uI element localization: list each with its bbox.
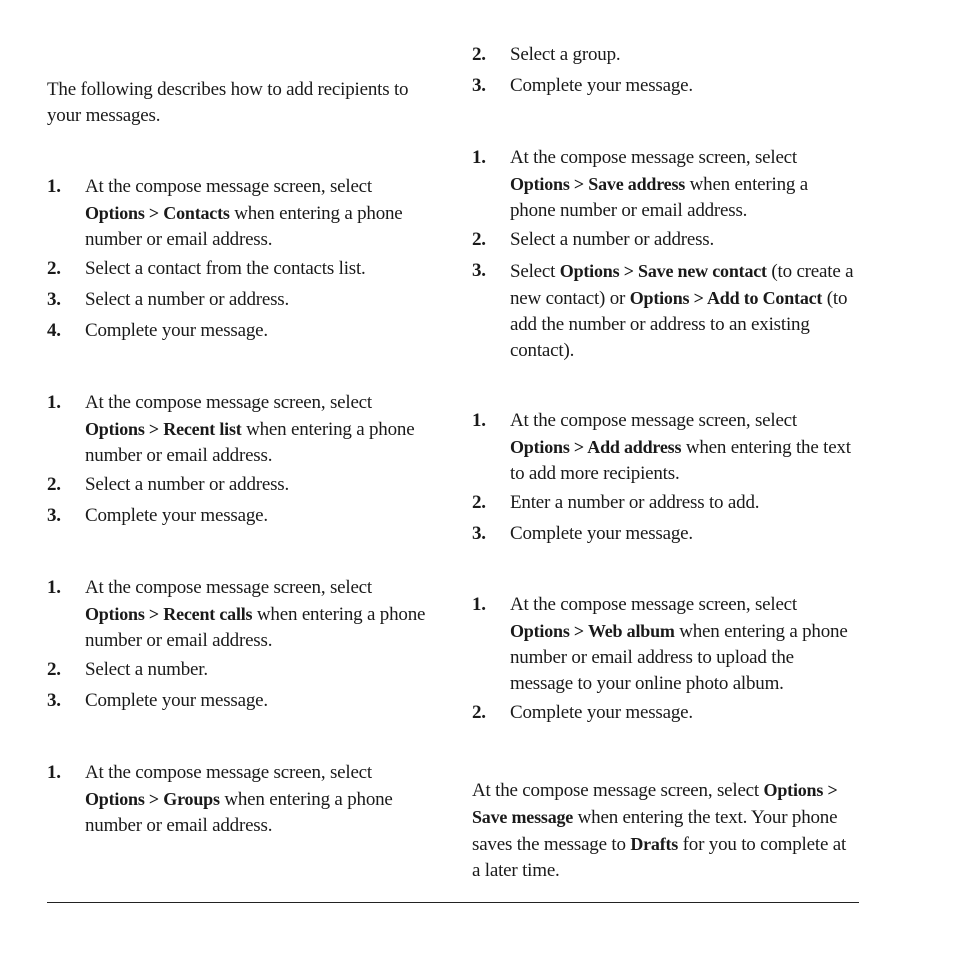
step-number: 2. [47,474,61,495]
menu-path: Options > Recent calls [85,604,253,624]
step-number: 3. [472,523,486,544]
menu-path: Options > Groups [85,789,220,809]
intro-paragraph: The following describes how to add recipients to your messages. [47,79,409,126]
step-number: 2. [472,229,486,250]
step-number: 1. [47,176,61,197]
step-text: Select a number. [85,659,208,680]
step-text: Select a contact from the contacts list. [85,258,366,279]
step-text: Complete your message. [85,690,268,711]
menu-path: Options > Save new contact [559,261,767,281]
step-number: 3. [47,690,61,711]
step-text: At the compose message screen, select Options > Web album when entering a phone number or email address to upload the message to your online photo album. [510,594,848,694]
step-number: 2. [472,44,486,65]
step-text: At the compose message screen, select Options > Contacts when entering a phone number or email address. [85,176,403,250]
step-text: Complete your message. [510,523,693,544]
step-number: 2. [47,659,61,680]
step-text: Complete your message. [85,320,268,341]
step-number: 1. [47,577,61,598]
step-text: At the compose message screen, select Options > Recent calls when entering a phone number or email address. [85,577,426,651]
menu-path: Options > Web album [510,621,675,641]
step-text: At the compose message screen, select Options > Groups when entering a phone number or email address. [85,762,393,836]
step-text: Complete your message. [510,75,693,96]
step-number: 3. [47,289,61,310]
step-number: 1. [472,594,486,615]
step-number: 3. [472,75,486,96]
step-number: 1. [47,762,61,783]
menu-path: Options > Save message [472,780,838,827]
menu-path-secondary: Options > Add to Contact [629,288,823,308]
step-text: At the compose message screen, select Options > Add address when entering the text to add more recipients. [510,410,851,484]
step-text: Complete your message. [85,505,268,526]
menu-path: Options > Contacts [85,203,230,223]
step-text: At the compose message screen, select Options > Recent list when entering a phone number or email address. [85,392,415,466]
step-number: 1. [472,147,486,168]
step-number: 1. [47,392,61,413]
step-number: 4. [47,320,61,341]
step-text: Select a number or address. [85,474,290,495]
step-number: 2. [47,258,61,279]
menu-path: Options > Recent list [85,419,242,439]
drafts-label: Drafts [630,834,679,854]
step-number: 1. [472,410,486,431]
bottom-divider [47,902,859,903]
step-number: 2. [472,702,486,723]
menu-path: Options > Save address [510,174,686,194]
save-message-paragraph: At the compose message screen, select Options > Save message when entering the text. Your phone saves the message to Drafts for you to complete at a later time. [472,780,847,881]
step-text: Complete your message. [510,702,693,723]
step-text: Select a group. [510,44,621,65]
step-text: Select Options > Save new contact (to create a new contact) or Options > Add to Contact (to add the number or address to an existing contact). [510,261,854,361]
step-number: 3. [47,505,61,526]
step-text: Select a number or address. [85,289,290,310]
step-text: At the compose message screen, select Options > Save address when entering a phone number or email address. [510,147,808,221]
step-text: Enter a number or address to add. [510,492,760,513]
step-text: Select a number or address. [510,229,715,250]
menu-path: Options > Add address [510,437,682,457]
step-number: 3. [472,260,486,281]
step-number: 2. [472,492,486,513]
